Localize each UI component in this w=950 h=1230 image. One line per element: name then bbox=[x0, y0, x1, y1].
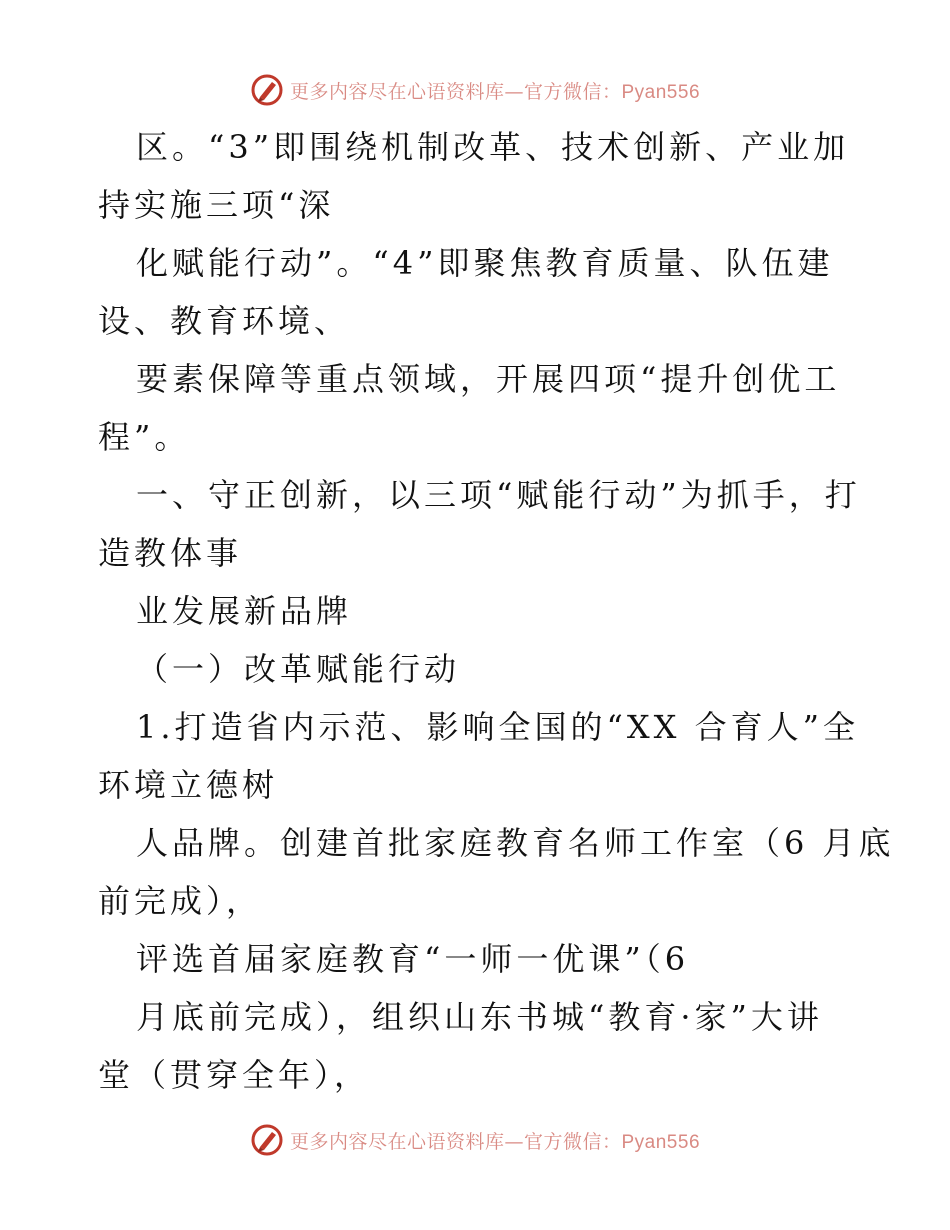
pen-logo-icon bbox=[250, 1123, 284, 1157]
header-watermark bbox=[0, 70, 950, 110]
document-body bbox=[98, 118, 895, 1104]
section-heading-cont: 造教体事 bbox=[98, 534, 243, 572]
pen-logo-icon bbox=[250, 73, 284, 107]
subsection-heading: （一）改革赋能行动 bbox=[136, 650, 461, 688]
text-line: 前完成）， bbox=[98, 882, 263, 920]
section-heading: 一、守正创新，以三项“赋能行动”为抓手，打 bbox=[136, 476, 861, 514]
footer-watermark bbox=[0, 1120, 950, 1160]
text-line: 1.打造省内示范、影响全国的“XX 合育人”全 bbox=[136, 708, 859, 746]
text-line: 堂（贯穿全年）， bbox=[98, 1056, 371, 1094]
text-line: 环境立德树 bbox=[98, 766, 279, 804]
text-line: 区。“3”即围绕机制改革、技术创新、产业加 bbox=[136, 128, 850, 166]
text-line: 评选首届家庭教育“一师一优课”（6 bbox=[136, 940, 690, 978]
text-line: 要素保障等重点领域，开展四项“提升创优工 bbox=[136, 360, 841, 398]
text-line: 持实施三项“深 bbox=[98, 186, 335, 224]
text-line: 化赋能行动”。“4”即聚焦教育质量、队伍建 bbox=[136, 244, 834, 282]
text-line: 月底前完成），组织山东书城“教育·家”大讲 bbox=[136, 998, 823, 1036]
watermark-text: 更多内容尽在心语资料库—官方微信：Pyan556 bbox=[289, 1130, 701, 1153]
watermark-text: 更多内容尽在心语资料库—官方微信：Pyan556 bbox=[289, 80, 701, 103]
text-line: 人品牌。创建首批家庭教育名师工作室（6 月底 bbox=[136, 824, 895, 862]
text-line: 设、教育环境、 bbox=[98, 302, 351, 340]
text-line: 程”。 bbox=[98, 418, 191, 456]
section-heading-cont: 业发展新品牌 bbox=[136, 592, 353, 630]
